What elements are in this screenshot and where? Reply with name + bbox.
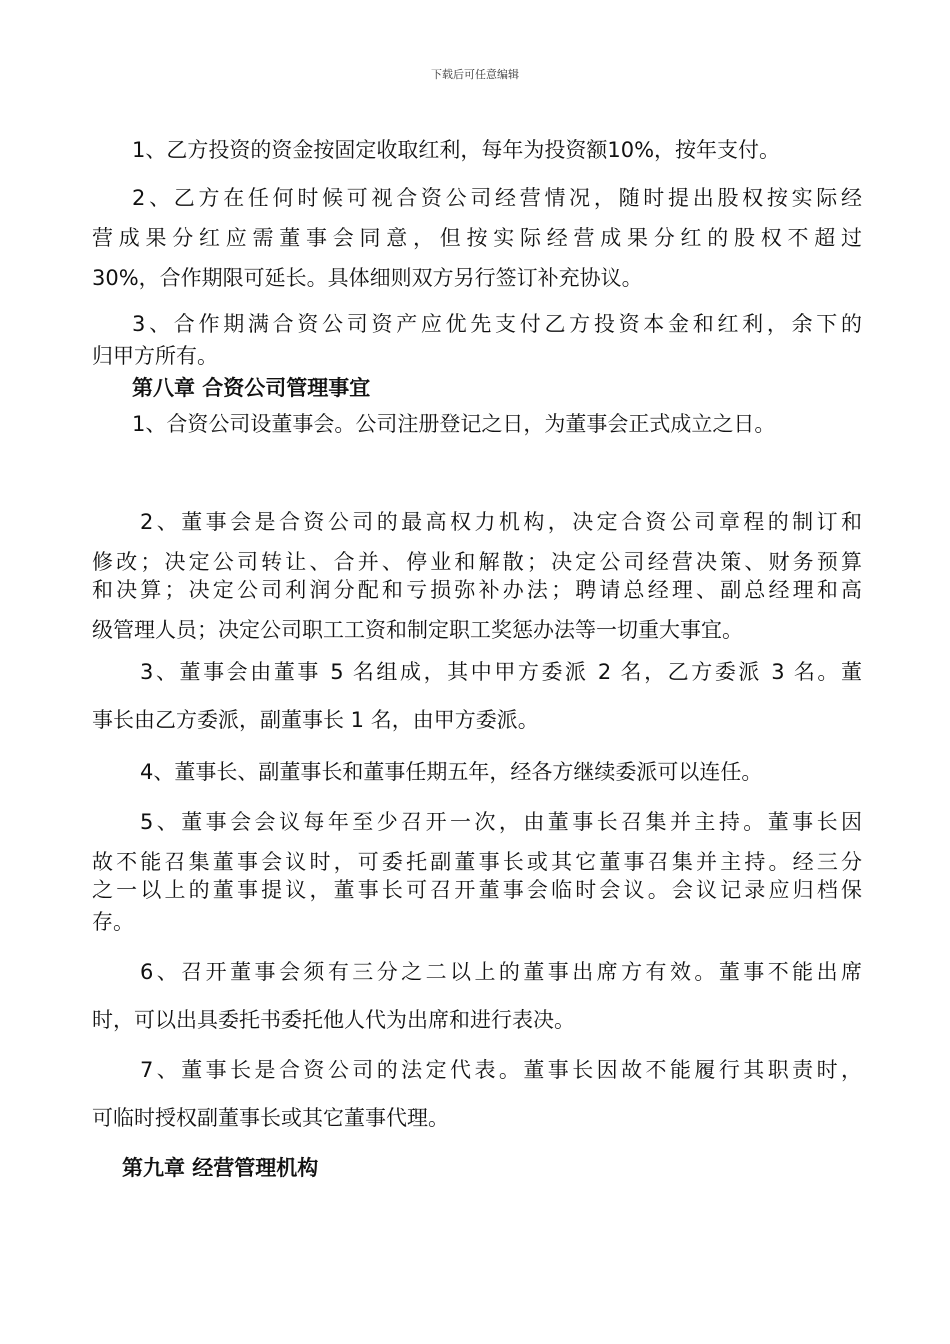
paragraph-line: 归甲方所有。	[92, 344, 218, 368]
paragraph-line: 3、董事会由董事 5 名组成，其中甲方委派 2 名，乙方委派 3 名。董	[140, 660, 862, 684]
paragraph-line: 存。	[92, 910, 134, 934]
paragraph-line: 1、合资公司设董事会。公司注册登记之日，为董事会正式成立之日。	[132, 412, 776, 436]
paragraph-line: 2、乙方在任何时候可视合资公司经营情况，随时提出股权按实际经	[132, 186, 862, 210]
paragraph-line: 事长由乙方委派，副董事长 1 名，由甲方委派。	[92, 708, 539, 732]
paragraph-line: 修改；决定公司转让、合并、停业和解散；决定公司经营决策、财务预算	[92, 550, 862, 574]
chapter-heading-text: 第九章 经营管理机构	[122, 1156, 319, 1180]
paragraph-line: 4、董事长、副董事长和董事任期五年，经各方继续委派可以连任。	[140, 760, 763, 784]
paragraph-line: 和决算；决定公司利润分配和亏损弥补办法；聘请总经理、副总经理和高	[92, 578, 862, 602]
paragraph-line: 可临时授权副董事长或其它董事代理。	[92, 1106, 449, 1130]
chapter-heading-text: 第八章 合资公司管理事宜	[132, 376, 371, 400]
paragraph-line: 2、董事会是合资公司的最高权力机构，决定合资公司章程的制订和	[140, 510, 862, 534]
paragraph-line: 时，可以出具委托书委托他人代为出席和进行表决。	[92, 1008, 575, 1032]
paragraph-line: 6、召开董事会须有三分之二以上的董事出席方有效。董事不能出席	[140, 960, 862, 984]
paragraph-line: 级管理人员；决定公司职工工资和制定职工奖惩办法等一切重大事宜。	[92, 618, 743, 642]
paragraph-line: 之一以上的董事提议，董事长可召开董事会临时会议。会议记录应归档保	[92, 878, 862, 902]
paragraph-line: 营成果分红应需董事会同意，但按实际经营成果分红的股权不超过	[92, 226, 862, 250]
page-header: 下载后可任意编辑	[431, 68, 519, 81]
paragraph-line: 5、董事会会议每年至少召开一次，由董事长召集并主持。董事长因	[140, 810, 862, 834]
paragraph-line: 故不能召集董事会议时，可委托副董事长或其它董事召集并主持。经三分	[92, 850, 862, 874]
paragraph-line: 1、乙方投资的资金按固定收取红利，每年为投资额10%，按年支付。	[132, 138, 781, 162]
paragraph-line: 7、董事长是合资公司的法定代表。董事长因故不能履行其职责时，	[140, 1058, 862, 1082]
paragraph-line: 30%，合作期限可延长。具体细则双方另行签订补充协议。	[92, 266, 643, 290]
paragraph-line: 3、合作期满合资公司资产应优先支付乙方投资本金和红利，余下的	[132, 312, 862, 336]
